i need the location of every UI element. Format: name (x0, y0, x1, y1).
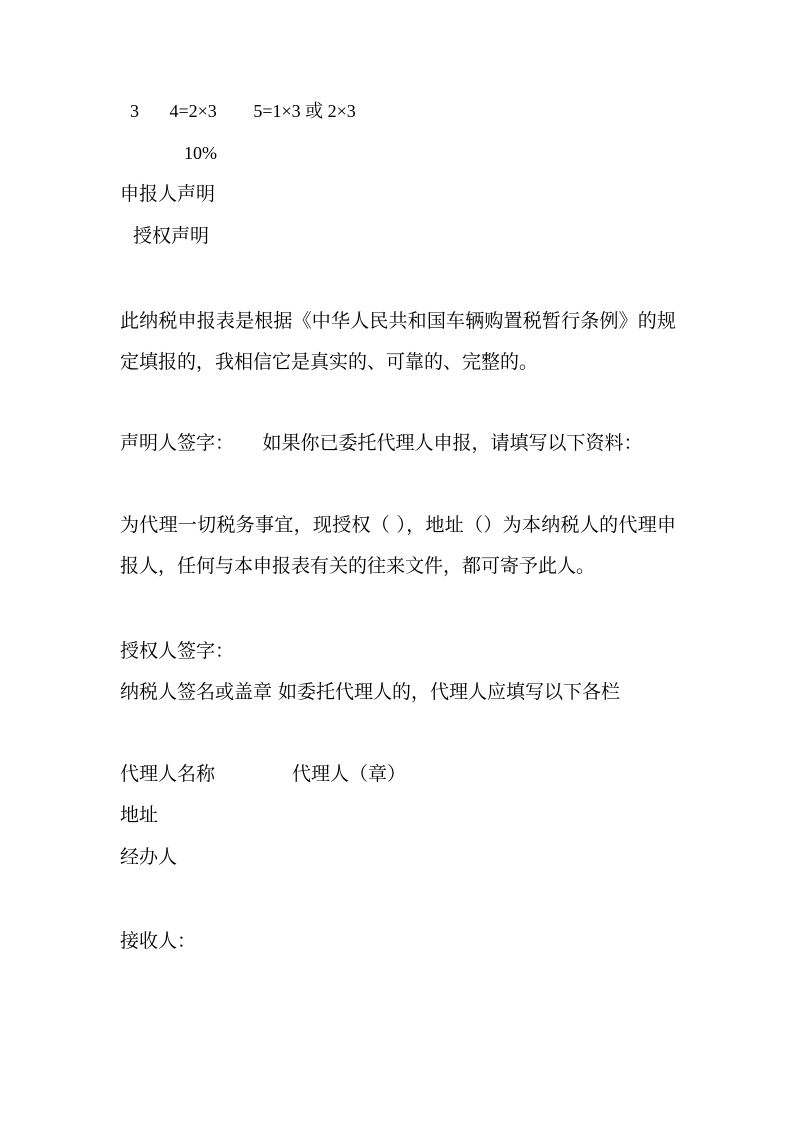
applicant-statement-heading: 申报人声明 (120, 183, 216, 205)
agent-seal-label: 代理人（章） (292, 763, 407, 785)
receiver-label: 接收人： (120, 930, 197, 952)
agent-address-label: 地址 (120, 804, 159, 826)
authorizer-signature-label: 授权人签字： (120, 640, 235, 662)
formula-item-5: 5=1×3 或 2×3 (253, 101, 356, 121)
statement-paragraph: 此纳税申报表是根据《中华人民共和国车辆购置税暂行条例》的规定填报的，我相信它是真实的、可靠的、完整的。 (120, 310, 676, 373)
formula-item-3: 3 (130, 101, 139, 121)
agent-handler-label: 经办人 (120, 846, 178, 868)
authorization-statement-heading: 授权声明 (133, 225, 210, 247)
agent-name-label: 代理人名称 (120, 763, 216, 785)
taxpayer-paragraph: 纳税人签名或盖章 如委托代理人的，代理人应填写以下各栏 (120, 681, 621, 703)
authorization-paragraph: 为代理一切税务事宜，现授权（ ），地址（）为本纳税人的代理申报人，任何与本申报表有关的往来文件，都可寄予此人。 (120, 514, 676, 577)
tax-rate: 10% (184, 143, 217, 163)
formula-item-4: 4=2×3 (169, 101, 217, 121)
formula-line (130, 99, 356, 123)
declarant-signature-paragraph: 声明人签字： 如果你已委托代理人申报，请填写以下资料： (120, 432, 643, 454)
